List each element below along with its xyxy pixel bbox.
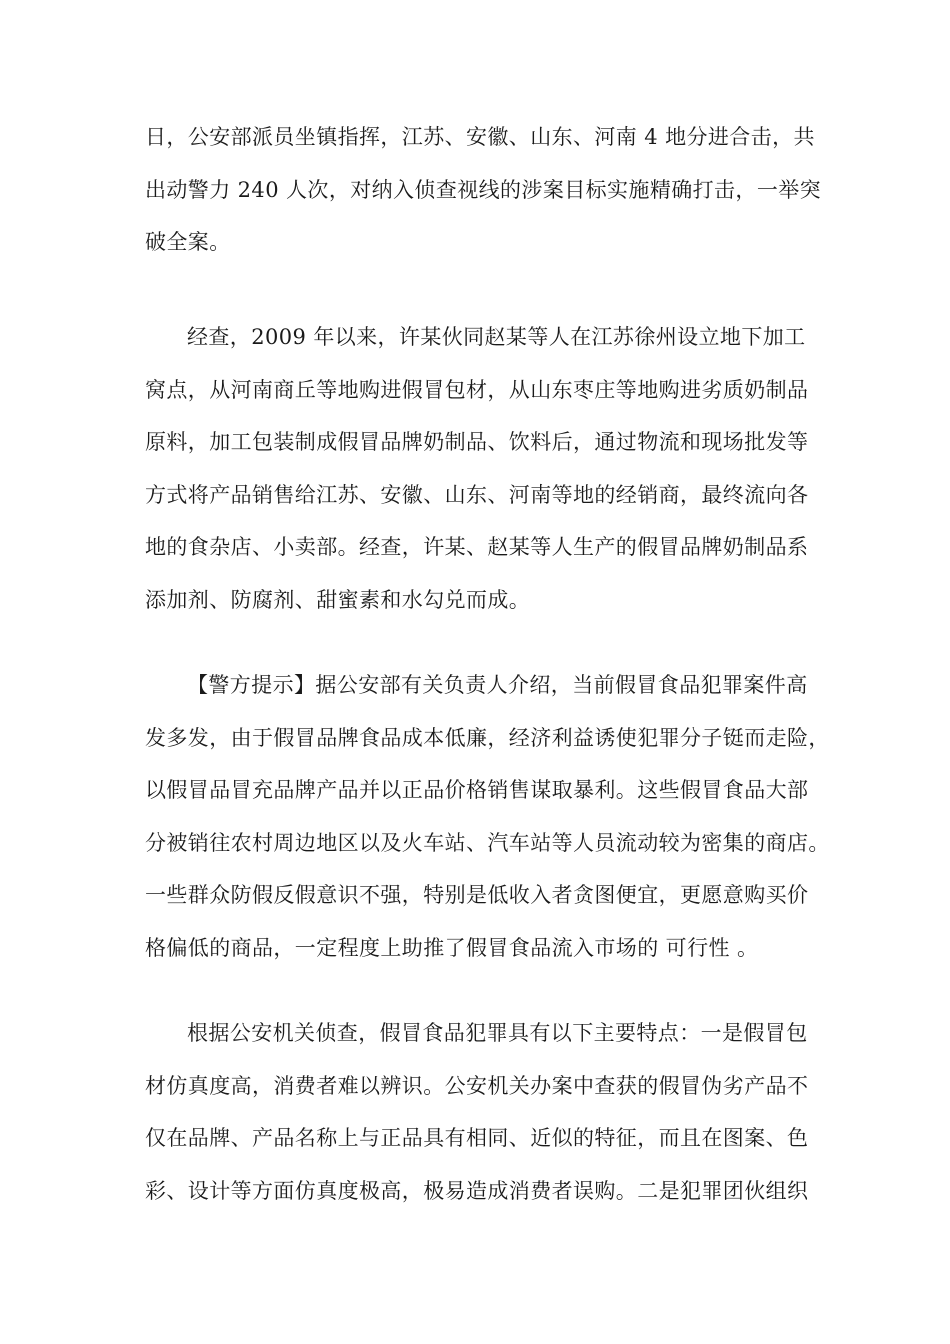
- text-line: 经查，2009 年以来，许某伙同赵某等人在江苏徐州设立地下加工: [187, 325, 806, 349]
- text-line: 一些群众防假反假意识不强，特别是低收入者贪图便宜，更愿意购买价: [145, 883, 809, 908]
- text-line: 格偏低的商品，一定程度上助推了假冒食品流入市场的 可行性 。: [145, 935, 759, 960]
- paragraph-police-operation: [145, 111, 822, 269]
- text-line: 以假冒品冒充品牌产品并以正品价格销售谋取暴利。这些假冒食品大部: [145, 778, 809, 803]
- text-line: 窝点，从河南商丘等地购进假冒包材，从山东枣庄等地购进劣质奶制品: [145, 377, 809, 402]
- text-line: 仅在品牌、产品名称上与正品具有相同、近似的特征，而且在图案、色: [145, 1126, 809, 1151]
- text-line: 分被销往农村周边地区以及火车站、汽车站等人员流动较为密集的商店。: [145, 830, 830, 855]
- paragraph-police-notice: [145, 659, 830, 975]
- paragraph-investigation-findings: [145, 311, 812, 627]
- text-line: 日，公安部派员坐镇指挥，江苏、安徽、山东、河南 4 地分进合击，共: [145, 125, 815, 149]
- text-line: 出动警力 240 人次，对纳入侦查视线的涉案目标实施精确打击，一举突: [145, 177, 822, 202]
- paragraph-crime-characteristics: [145, 1007, 812, 1217]
- text-line: 根据公安机关侦查，假冒食品犯罪具有以下主要特点：一是假冒包: [187, 1021, 808, 1045]
- text-line: 方式将产品销售给江苏、安徽、山东、河南等地的经销商，最终流向各: [145, 482, 809, 507]
- text-line: 破全案。: [145, 230, 231, 255]
- text-line: 【警方提示】据公安部有关负责人介绍，当前假冒食品犯罪案件高: [187, 673, 808, 697]
- text-line: 发多发，由于假冒品牌食品成本低廉，经济利益诱使犯罪分子铤而走险，: [145, 725, 830, 750]
- text-line: 添加剂、防腐剂、甜蜜素和水勾兑而成。: [145, 587, 531, 612]
- text-line: 地的食杂店、小卖部。经查，许某、赵某等人生产的假冒品牌奶制品系: [145, 535, 809, 560]
- text-line: 原料，加工包装制成假冒品牌奶制品、饮料后，通过物流和现场批发等: [145, 430, 809, 455]
- text-line: 材仿真度高，消费者难以辨识。公安机关办案中查获的假冒伪劣产品不: [145, 1073, 809, 1098]
- text-line: 彩、设计等方面仿真度极高，极易造成消费者误购。二是犯罪团伙组织: [145, 1178, 809, 1203]
